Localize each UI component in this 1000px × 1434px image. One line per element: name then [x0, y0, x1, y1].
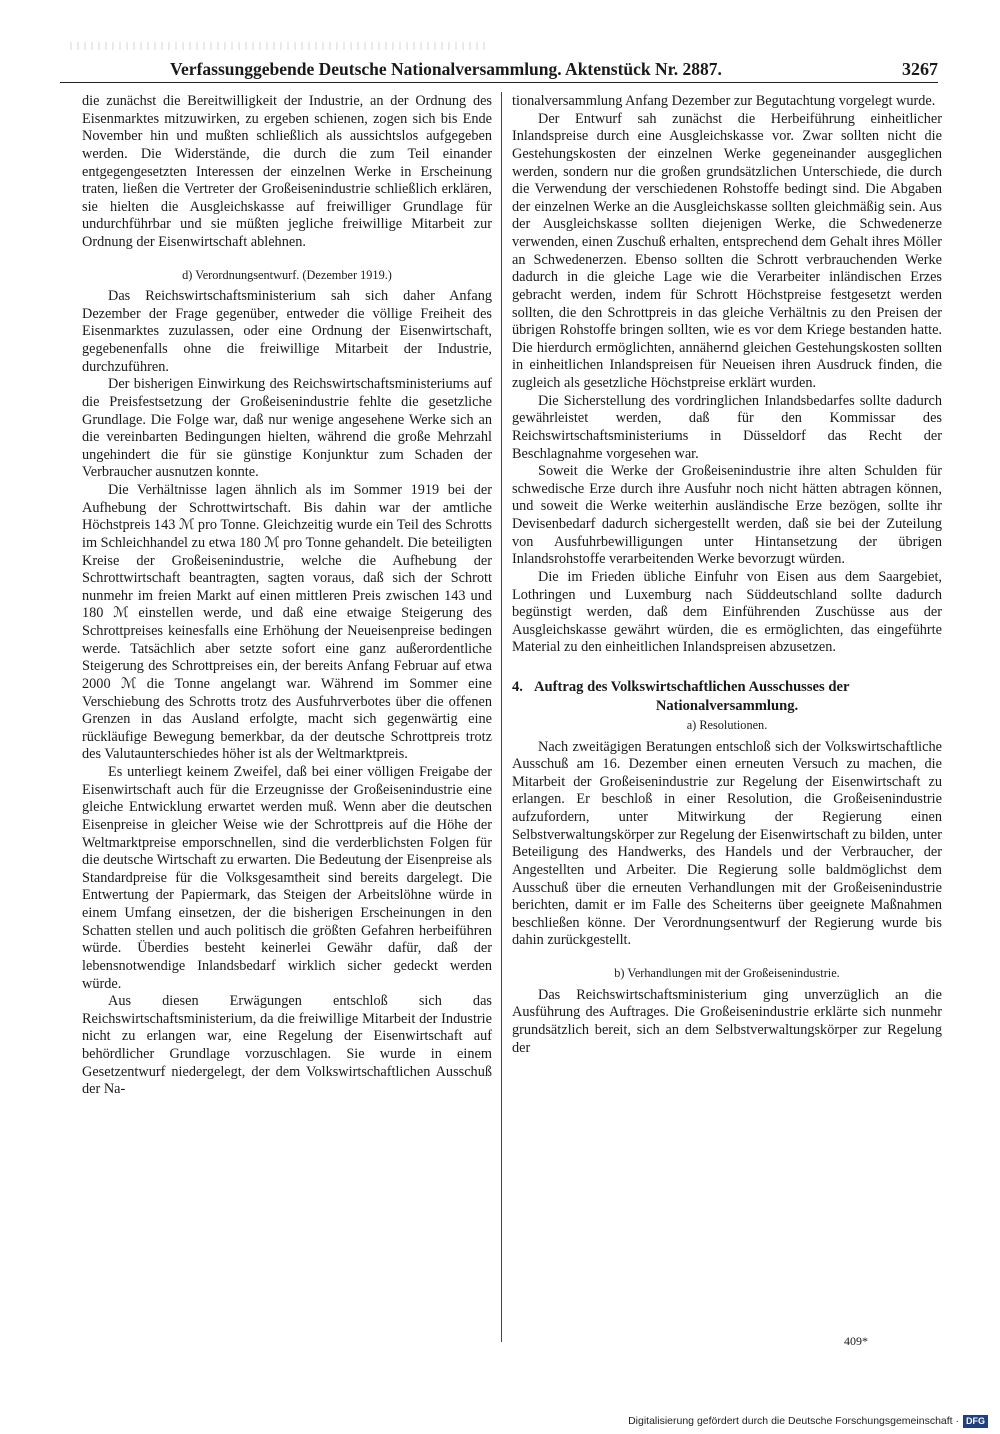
page-number: 3267 — [902, 59, 938, 79]
paragraph: tionalversammlung Anfang Dezember zur Begutachtung vorgelegt wurde. — [512, 93, 936, 109]
section-number: 4. — [512, 679, 523, 695]
paragraph: Die Sicherstellung des vordringlichen Inlandsbedarfes sollte dadurch gewährleistet werden, daß für den Kommissar des Reichswirtschaftsministeriums in Düsseldorf das Recht der Beschlagnahme vorgesehen war. — [512, 392, 942, 462]
paragraph: Der bisherigen Einwirkung des Reichswirtschaftsministeriums auf die Preisfestsetzung der Großeisenindustrie fehlte die gesetzliche Grundlage. Die Folge war, daß nur wenige angesehene Werke sich an die vereinbarten Bedingungen hielten, während die große Mehrzahl ungehindert die für sie günstige Konjunktur zum Schaden der Verbraucher ausnutzen konnte. — [82, 376, 492, 481]
subsection-heading-d: d) Verordnungsentwurf. (Dezember 1919.) — [182, 267, 392, 282]
section-title-line2: Nationalversammlung. — [655, 697, 799, 714]
running-title: Verfassunggebende Deutsche Nationalversammlung. Aktenstück Nr. 2887. — [170, 59, 722, 79]
page-header — [60, 58, 938, 83]
paragraph: Nach zweitägigen Beratungen entschloß sich der Volkswirtschaftliche Ausschuß am 16. Dezember einen erneuten Versuch zu machen, die Mitarbeit der Großeisenindustrie zur Regelung der Eisenwirtschaft zu erlangen. Er beschloß in einer Resolution, die Großeisenindustrie aufzufordern, unter Mitwirkung der Regierung einen Selbstverwaltungskörper zur Regelung der Eisenwirtschaft zu bilden, unter Beteiligung des Handwerks, des Handels und der Verbraucher, der Angestellten und Arbeiter. Die Regierung solle baldmöglichst dem Ausschuß über die erneuten Verhandlungen mit der Großeisenindustrie berichten, damit er im Falle des Scheiterns über geeignete Maßnahmen beschließen könne. Der Verordnungsentwurf der Regierung wurde bis dahin zurückgestellt. — [512, 738, 942, 949]
column-divider — [501, 92, 502, 1342]
section-heading — [512, 678, 942, 715]
scan-artifact — [70, 42, 490, 50]
paragraph: Soweit die Werke der Großeisenindustrie ihre alten Schulden für schwedische Erze durch ihre Ausfuhr noch nicht hätten abtragen können, und soweit die Werke weiterhin ausländische Erze bezögen, sollte ihr Devisenbedarf dadurch sichergestellt werden, daß sie bei der Zuteilung von Ausfuhrbewilligungen unter Hintansetzung der übrigen Inlandsrohstoffe verarbeitenden Werke bevorzugt würden. — [512, 463, 942, 568]
left-column — [82, 93, 492, 1099]
folio-mark: 409* — [844, 1334, 868, 1348]
paragraph: Der Entwurf sah zunächst die Herbeiführung einheitlicher Inlandspreise durch eine Ausgleichskasse vor. Zwar sollten nicht die Gestehungskosten der einzelnen Werke gegeneinander ausgeglichen werden, sondern nur die großen grundsätzlichen Unterschiede, die durch die Verwendung der verschiedenen Rohstoffe bedingt sind. Die Abgaben der einzelnen Werke an die Ausgleichskasse sollten gleichmäßig sein. Aus der Ausgleichskasse sollten diejenigen Werke, die Schwedenerze verwenden, einen Zuschuß erhalten, entsprechend dem Gehalt ihres Möller an Schwedenerzen. Ebenso sollten die Schrott verbrauchenden Werke dadurch in die gleiche Lage wie die Verarbeiter inländischen Erzes gebracht werden, indem für Schrott Höchstpreise festgesetzt werden sollten, die den Schrottpreis in das gleiche Verhältnis zu den Preisen der übrigen Rohstoffe bringen sollten, wie es vor dem Kriege bestanden hatte. Die hierdurch ermöglichten, annähernd gleichen Gestehungskosten sollten in einheitlichen Inlandspreisen für Neueisen ihren Ausdruck finden, die zugleich als gesetzliche Höchstpreise erklärt wurden. — [512, 110, 942, 391]
paragraph: Aus diesen Erwägungen entschloß sich das Reichswirtschaftsministerium, da die freiwillige Mitarbeit der Industrie nicht zu erlangen war, eine Regelung der Eisenwirtschaft auf behördlicher Grundlage vorzuschlagen. Sie wurde in einem Gesetzentwurf niedergelegt, der dem Volkswirtschaftlichen Ausschuß der Na- — [82, 993, 492, 1098]
paragraph: Die Verhältnisse lagen ähnlich als im Sommer 1919 bei der Aufhebung der Schrottwirtschaft. Bis dahin war der amtliche Höchstpreis 143 ℳ pro Tonne. Gleichzeitig wurde ein Teil des Schrotts im Schleichhandel zu etwa 180 ℳ pro Tonne gehandelt. Die beteiligten Kreise der Großeisenindustrie, welche die Aufhebung der Schrottwirtschaft beantragten, sagten voraus, daß sich der Schrott nunmehr im freien Markt auf einen mittleren Preis zwischen 143 und 180 ℳ einstellen werde, und daß eine etwaige Steigerung des Schrottpreises keinesfalls eine Erhöhung der Neueisenpreise bedingen werde. Tatsächlich aber setzte sofort eine ganz außerordentliche Steigerung des Schrottpreises ein, der bereits Anfang Februar auf etwa 2000 ℳ die Tonne angelangt war. Während im Sommer eine Verschiebung des Schrotts trotz des Ausfuhrverbotes über die offenen Grenzen in das Ausland erfolgte, macht sich gegenwärtig eine rückläufige Bewegung bemerkbar, da der deutsche Schrottpreis trotz des Valutaunterschiedes höher ist als der Weltmarktpreis. — [82, 482, 492, 763]
digitization-credit — [628, 1415, 988, 1428]
subsection-heading-b: b) Verhandlungen mit der Großeisenindustrie. — [614, 966, 840, 981]
subsection-heading-a: a) Resolutionen. — [686, 718, 768, 732]
paragraph: die zunächst die Bereitwilligkeit der Industrie, an der Ordnung des Eisenmarktes mitzuwirken, zu ergeben schienen, zogen sich bis Ende November hin und mußten schließlich als aussichtslos aufgegeben werden. Die Widerstände, die durch die zum Teil einander entgegengesetzten Interessen der einzelnen Werke in Erscheinung traten, ließen die Vertreter der Großeisenindustrie schließlich erklären, sie hielten die Ausgleichskasse auf freiwilliger Grundlage für undurchführbar und sie müßten jegliche freiwillige Mitarbeit zur Ordnung der Eisenwirtschaft ablehnen. — [82, 93, 492, 250]
section-title-line1: Auftrag des Volkswirtschaftlichen Ausschusses der — [534, 679, 850, 695]
paragraph: Die im Frieden übliche Einfuhr von Eisen aus dem Saargebiet, Lothringen und Luxemburg nach Süddeutschland sollte dadurch begünstigt werden, daß dem Einführenden Zuschüsse aus der Ausgleichskasse gewährt würden, die es ermöglichten, das eingeführte Material zu den einheitlichen Inlandspreisen abzusetzen. — [512, 568, 942, 656]
paragraph: Das Reichswirtschaftsministerium ging unverzüglich an die Ausführung des Auftrages. Die Großeisenindustrie erklärte sich nunmehr grundsätzlich bereit, sich an dem Selbstverwaltungskörper zur Regelung der — [512, 986, 942, 1056]
right-column — [512, 93, 942, 1057]
credit-text: Digitalisierung gefördert durch die Deutsche Forschungsgemeinschaft · — [628, 1415, 959, 1427]
paragraph: Es unterliegt keinem Zweifel, daß bei einer völligen Freigabe der Eisenwirtschaft auch für die Erzeugnisse der Großeisenindustrie eine gleiche Entwicklung erwartet werden muß. Wenn aber die deutschen Eisenpreise in gleicher Weise wie der Schrottpreis auf die Höhe der Weltmarktpreise emporschnellen, sind die verderblichsten Folgen für die deutsche Wirtschaft zu erwarten. Die Bedeutung der Eisenpreise als Standardpreise für die Volksgesamtheit sind bereits dargelegt. Die Entwertung der Papiermark, das Steigen der Arbeitslöhne würde in einem Umfang einsetzen, der die bisherigen Erscheinungen in den Schatten stellen und auch politisch die größten Gefahren herbeiführen würde. Überdies besteht keinerlei Gewähr dafür, daß der lebensnotwendige Inlandsbedarf wirklich sicher gedeckt werden würde. — [82, 764, 492, 992]
paragraph: Das Reichswirtschaftsministerium sah sich daher Anfang Dezember der Frage gegenüber, entweder die völlige Freiheit des Eisenmarktes zuzulassen, oder eine Ordnung der Eisenwirtschaft, gegebenenfalls ohne die freiwillige Mitarbeit der Industrie, durchzuführen. — [82, 288, 492, 375]
dfg-logo: DFG — [963, 1415, 988, 1428]
